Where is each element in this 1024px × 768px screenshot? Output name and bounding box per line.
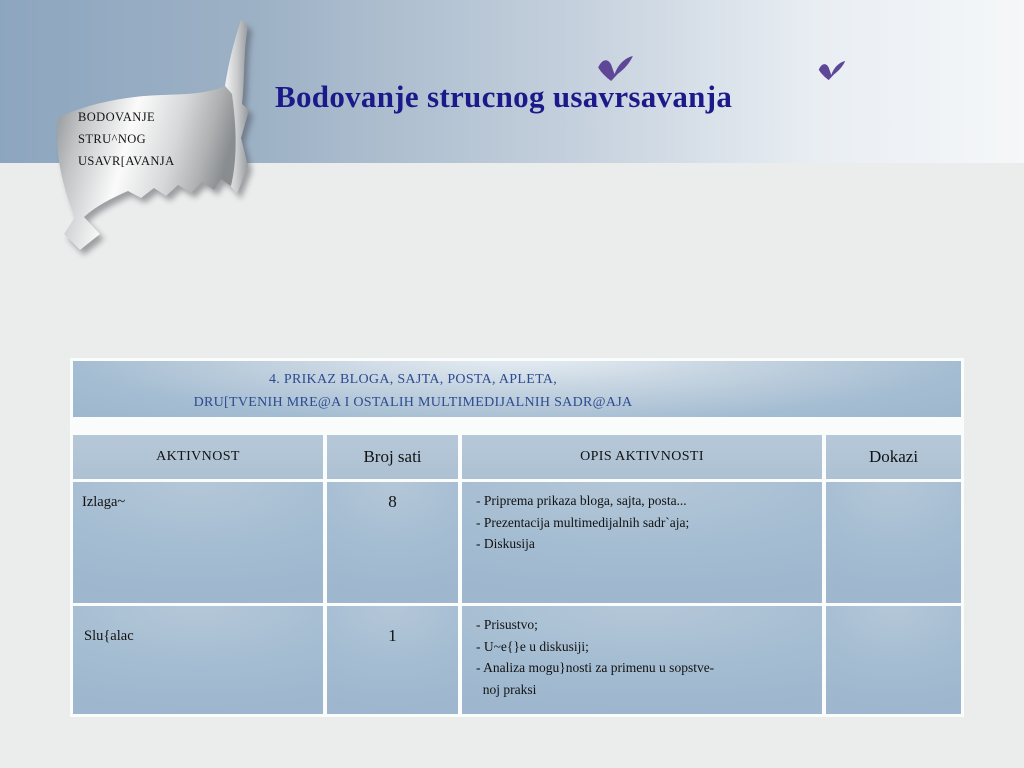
- section-banner-text: [73, 368, 753, 414]
- opis-line: - Analiza mogu}nosti za primenu u sopstve-: [476, 660, 715, 675]
- column-header-broj-sati: Broj sati: [327, 435, 458, 479]
- opis-line: - Prisustvo;: [476, 617, 538, 632]
- opis-line: - Priprema prikaza bloga, sajta, posta...: [476, 493, 687, 508]
- table-cell-aktivnost: Izlaga~: [73, 482, 323, 603]
- butterfly-check-icon: [818, 60, 846, 81]
- activities-table: [70, 432, 964, 717]
- scroll-note-text: [78, 106, 175, 172]
- table-cell-opis: [462, 482, 822, 603]
- scroll-note-line: BODOVANJE: [78, 110, 155, 124]
- opis-line: noj praksi: [476, 681, 537, 697]
- scroll-note-line: STRU^NOG: [78, 132, 147, 146]
- table-cell-dokazi: [826, 482, 961, 603]
- opis-line: - U~e{}e u diskusiji;: [476, 638, 589, 654]
- column-header-aktivnost: AKTIVNOST: [73, 435, 323, 479]
- table-cell-broj-sati: 8: [327, 482, 458, 603]
- section-banner-line2: DRU[TVENIH MRE@A I OSTALIH MULTIMEDIJALNIH SADR@AJA: [193, 395, 633, 410]
- scroll-note-line: USAVR[AVANJA: [78, 154, 175, 168]
- table-cell-dokazi: [826, 606, 961, 714]
- table-section-banner: [70, 358, 964, 420]
- opis-line: - Diskusija: [476, 536, 535, 551]
- section-banner-line1: 4. PRIKAZ BLOGA, SAJTA, POSTA, APLETA,: [268, 372, 558, 387]
- table-cell-opis: [462, 606, 822, 714]
- column-header-dokazi: Dokazi: [826, 435, 961, 479]
- activities-table-block: [70, 358, 964, 717]
- table-cell-broj-sati: 1: [327, 606, 458, 714]
- table-cell-aktivnost: Slu{alac: [73, 606, 323, 714]
- butterfly-check-icon: [597, 55, 634, 82]
- opis-line: - Prezentacija multimedijalnih sadr`aja;: [476, 514, 690, 530]
- page-title: Bodovanje strucnog usavrsavanja: [275, 78, 733, 114]
- column-header-opis-aktivnosti: OPIS AKTIVNOSTI: [462, 435, 822, 479]
